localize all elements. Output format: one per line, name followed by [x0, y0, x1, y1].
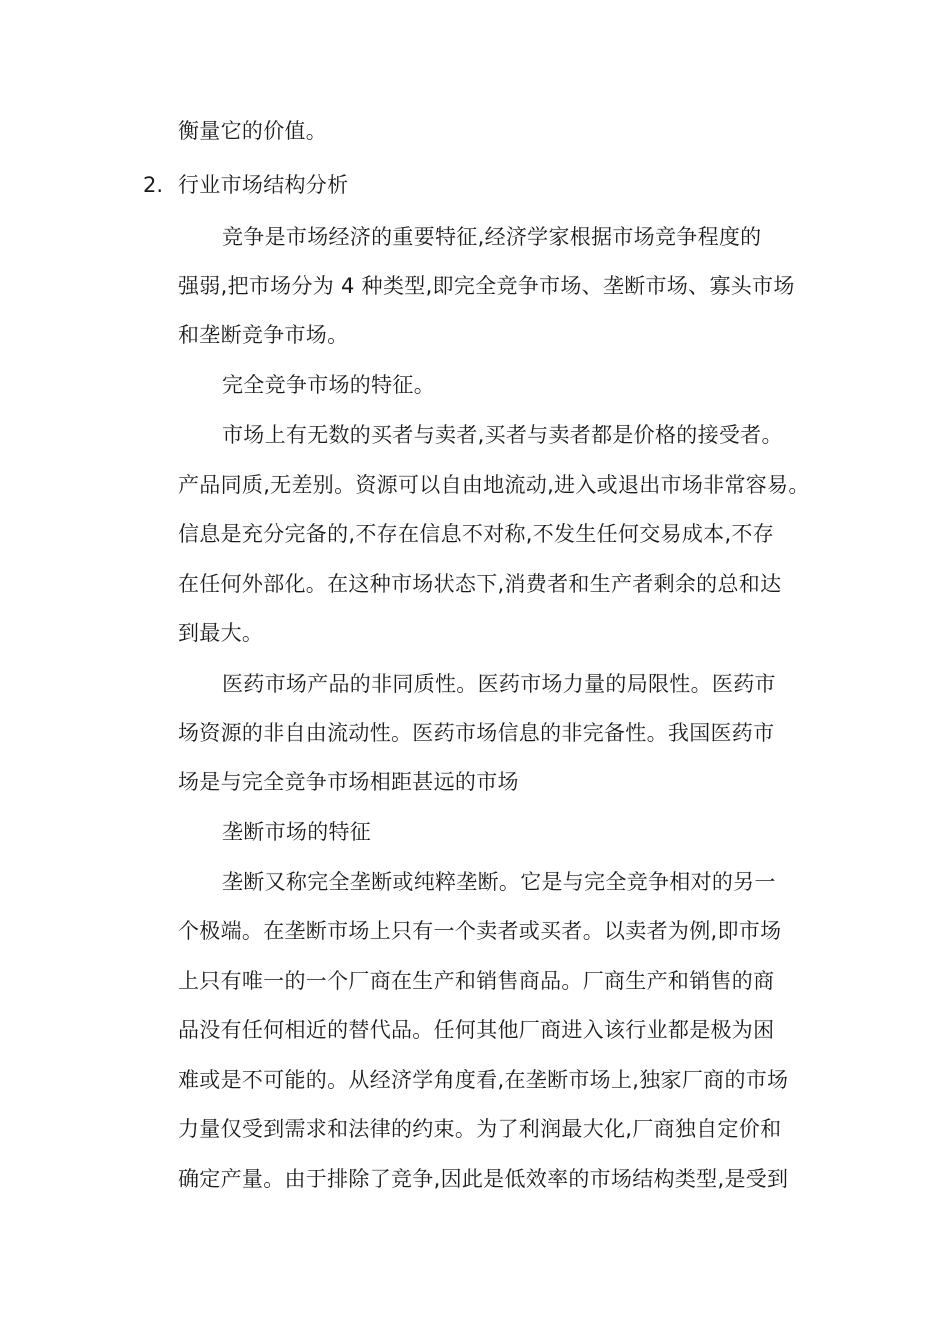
subheading: 完全竞争市场的特征。 — [222, 373, 435, 397]
paragraph-line: 市场上有无数的买者与卖者,买者与卖者都是价格的接受者。 — [222, 423, 783, 447]
paragraph-line: 在任何外部化。在这种市场状态下,消费者和生产者剩余的总和达 — [178, 572, 782, 596]
paragraph-line: 品没有任何相近的替代品。任何其他厂商进入该行业都是极为困 — [178, 1018, 775, 1042]
text-line: 衡量它的价值。 — [178, 119, 328, 143]
paragraph-line: 信息是充分完备的,不存在信息不对称,不发生任何交易成本,不存 — [178, 522, 775, 546]
paragraph-line: 和垄断竞争市场。 — [178, 323, 349, 347]
paragraph-line: 场是与完全竞争市场相距甚远的市场 — [178, 770, 519, 794]
paragraph-line: 力量仅受到需求和法律的约束。为了利润最大化,厂商独自定价和 — [178, 1117, 782, 1141]
paragraph-line: 垄断又称完全垄断或纯粹垄断。它是与完全竞争相对的另一 — [222, 870, 776, 894]
paragraph-line: 难或是不可能的。从经济学角度看,在垄断市场上,独家厂商的市场 — [178, 1068, 789, 1092]
section-title: 行业市场结构分析 — [178, 173, 349, 197]
paragraph-line: 场资源的非自由流动性。医药市场信息的非完备性。我国医药市 — [178, 721, 775, 745]
paragraph-line: 竞争是市场经济的重要特征,经济学家根据市场竞争程度的 — [222, 225, 762, 249]
paragraph-line: 确定产量。由于排除了竞争,因此是低效率的市场结构类型,是受到 — [178, 1167, 789, 1191]
section-number: 2. — [143, 173, 164, 197]
paragraph-line: 到最大。 — [178, 621, 264, 645]
subheading: 垄断市场的特征 — [222, 820, 372, 844]
paragraph-line: 医药市场产品的非同质性。医药市场力量的局限性。医药市 — [222, 672, 776, 696]
paragraph-line: 上只有唯一的一个厂商在生产和销售商品。厂商生产和销售的商 — [178, 969, 775, 993]
paragraph-line: 个极端。在垄断市场上只有一个卖者或买者。以卖者为例,即市场 — [178, 919, 782, 943]
paragraph-line: 强弱,把市场分为 4 种类型,即完全竞争市场、垄断市场、寡头市场 — [178, 274, 795, 298]
paragraph-line: 产品同质,无差别。资源可以自由地流动,进入或退出市场非常容易。 — [178, 473, 810, 497]
